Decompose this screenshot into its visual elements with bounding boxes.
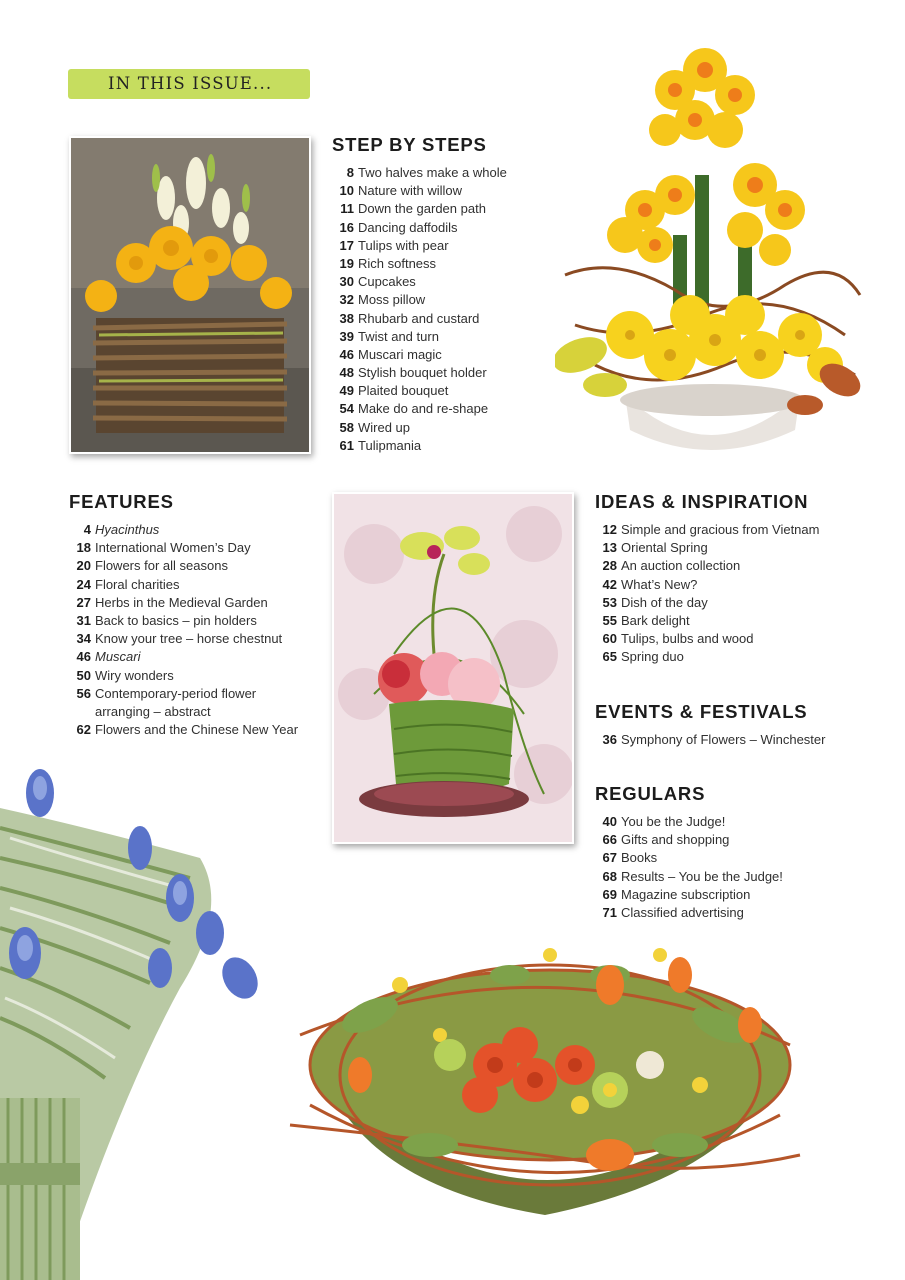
page-number: 19 — [339, 255, 354, 271]
page-number: 30 — [339, 274, 354, 290]
list-item[interactable] — [69, 521, 314, 539]
article-title: Two halves make a whole — [358, 165, 507, 180]
list-item[interactable] — [69, 648, 314, 666]
article-title: Back to basics – pin holders — [95, 612, 257, 628]
article-title: Spring duo — [621, 649, 684, 665]
features-list — [69, 521, 314, 739]
article-title: Rich softness — [358, 255, 437, 271]
list-item[interactable] — [595, 539, 865, 557]
page-number: 58 — [339, 419, 354, 435]
article-title: Rhubarb and custard — [358, 310, 480, 326]
article-title: Muscari — [95, 649, 141, 665]
page-number: 65 — [602, 649, 617, 665]
list-item[interactable] — [595, 594, 865, 612]
page-number: 11 — [340, 201, 354, 217]
issue-banner-text: IN THIS ISSUE... — [108, 74, 273, 93]
article-title: Stylish bouquet holder — [358, 365, 487, 381]
list-item[interactable] — [332, 382, 572, 400]
article-title: Floral charities — [95, 576, 180, 592]
photo-plaited-muscari — [0, 768, 275, 1280]
article-title: Symphony of Flowers – Winchester — [621, 732, 826, 747]
article-title: Know your tree – horse chestnut — [95, 631, 283, 647]
list-item[interactable] — [595, 849, 865, 867]
list-item[interactable] — [332, 200, 572, 218]
article-title: Nature with willow — [358, 183, 463, 199]
page-number: 60 — [602, 631, 617, 647]
list-item[interactable] — [595, 557, 865, 575]
page-number: 53 — [602, 594, 617, 610]
list-item[interactable] — [332, 364, 572, 382]
page-number: 13 — [602, 540, 617, 556]
article-title: International Women’s Day — [95, 540, 251, 556]
events-title: EVENTS & FESTIVALS — [595, 701, 808, 722]
page-number: 42 — [602, 576, 617, 592]
issue-banner — [68, 69, 310, 99]
list-item[interactable] — [332, 182, 572, 200]
article-title: An auction collection — [621, 558, 741, 574]
list-item[interactable] — [595, 831, 865, 849]
list-item[interactable] — [332, 164, 572, 182]
ideas-list — [595, 521, 865, 667]
page-number: 46 — [76, 649, 91, 665]
article-title: Cupcakes — [358, 274, 416, 290]
article-title: Hyacinthus — [95, 522, 160, 537]
article-title: Plaited bouquet — [358, 383, 449, 399]
article-title: Make do and re-shape — [358, 401, 489, 417]
article-title: You be the Judge! — [621, 814, 726, 829]
step-by-steps-title: STEP BY STEPS — [332, 134, 487, 155]
regulars-list — [595, 813, 865, 922]
article-title: Twist and turn — [358, 328, 439, 344]
article-title: Books — [621, 850, 658, 866]
page-number: 68 — [602, 868, 617, 884]
article-title: Results – You be the Judge! — [621, 868, 783, 884]
article-title: Contemporary-period flower arranging – abstract — [95, 685, 257, 719]
list-item[interactable] — [595, 648, 865, 666]
page-number: 18 — [76, 540, 91, 556]
page-number: 61 — [339, 437, 354, 453]
article-title: Tulips with pear — [358, 237, 449, 253]
list-item[interactable] — [332, 400, 572, 418]
photo-tulip-wreath-bowl — [280, 915, 810, 1255]
page-number: 17 — [339, 237, 354, 253]
article-title: Classified advertising — [621, 904, 744, 920]
article-title: Flowers and the Chinese New Year — [95, 722, 299, 738]
page-number: 56 — [76, 685, 91, 701]
page-number: 55 — [602, 612, 617, 628]
article-title: Gifts and shopping — [621, 832, 730, 848]
list-item[interactable] — [332, 346, 572, 364]
page-number: 27 — [76, 594, 91, 610]
list-item[interactable] — [595, 576, 865, 594]
list-item[interactable] — [69, 594, 314, 612]
photo-orchid-vase — [332, 492, 574, 844]
article-title: Down the garden path — [358, 201, 486, 217]
page-number: 31 — [76, 612, 91, 628]
list-item[interactable] — [332, 219, 572, 237]
article-title: Muscari magic — [358, 346, 442, 362]
page-number: 46 — [339, 346, 354, 362]
list-item[interactable] — [332, 328, 572, 346]
page-number: 12 — [602, 522, 617, 537]
step-by-steps-list — [332, 164, 572, 455]
page-number: 50 — [76, 667, 91, 683]
article-title: Wiry wonders — [95, 667, 174, 683]
list-item[interactable] — [69, 557, 314, 575]
list-item[interactable] — [332, 419, 572, 437]
list-item[interactable] — [595, 612, 865, 630]
page-number: 34 — [76, 631, 91, 647]
article-title: Simple and gracious from Vietnam — [621, 522, 820, 537]
list-item[interactable] — [595, 630, 865, 648]
list-item[interactable] — [332, 237, 572, 255]
list-item[interactable] — [595, 813, 865, 831]
page-number: 36 — [602, 732, 617, 747]
article-title: Dancing daffodils — [358, 219, 458, 235]
page-number: 39 — [339, 328, 354, 344]
list-item[interactable] — [332, 291, 572, 309]
page-number: 48 — [339, 365, 354, 381]
article-title: Herbs in the Medieval Garden — [95, 594, 268, 610]
page-number: 20 — [76, 558, 91, 574]
page-number: 40 — [602, 814, 617, 829]
page-number: 62 — [76, 722, 91, 738]
article-title: Tulips, bulbs and wood — [621, 631, 754, 647]
features-title: FEATURES — [69, 491, 174, 512]
list-item[interactable] — [595, 521, 865, 539]
list-item[interactable] — [69, 685, 314, 721]
page-number: 24 — [76, 576, 91, 592]
article-title: Bark delight — [621, 612, 690, 628]
list-item[interactable] — [595, 731, 865, 749]
article-title: Flowers for all seasons — [95, 558, 228, 574]
list-item[interactable] — [69, 667, 314, 685]
list-item[interactable] — [69, 539, 314, 557]
list-item[interactable] — [595, 868, 865, 886]
page-number: 28 — [602, 558, 617, 574]
list-item[interactable] — [332, 310, 572, 328]
list-item[interactable] — [332, 273, 572, 291]
events-list — [595, 731, 865, 749]
page-number: 66 — [602, 832, 617, 848]
page-number: 10 — [339, 183, 354, 199]
page-number: 69 — [602, 886, 617, 902]
list-item[interactable] — [332, 255, 572, 273]
article-title: Oriental Spring — [621, 540, 708, 556]
photo-daffodil-bowl — [555, 35, 870, 460]
list-item[interactable] — [595, 886, 865, 904]
article-title: Wired up — [358, 419, 411, 435]
article-title: Magazine subscription — [621, 886, 751, 902]
photo-willow-basket — [69, 136, 311, 454]
list-item[interactable] — [332, 437, 572, 455]
article-title: Tulipmania — [358, 437, 422, 453]
regulars-title: REGULARS — [595, 783, 706, 804]
list-item[interactable] — [69, 721, 314, 739]
page-number: 16 — [339, 219, 354, 235]
page-number: 54 — [339, 401, 354, 417]
page-number: 38 — [339, 310, 354, 326]
page-number: 49 — [339, 383, 354, 399]
page-number: 67 — [602, 850, 617, 866]
article-title: What’s New? — [621, 576, 698, 592]
article-title: Moss pillow — [358, 292, 426, 308]
page-number: 4 — [83, 522, 91, 537]
list-item[interactable] — [69, 612, 314, 630]
page-number: 32 — [339, 292, 354, 308]
list-item[interactable] — [69, 630, 314, 648]
list-item[interactable] — [69, 576, 314, 594]
page-number: 71 — [602, 904, 617, 920]
page-number: 8 — [346, 165, 354, 180]
article-title: Dish of the day — [621, 594, 708, 610]
ideas-title: IDEAS & INSPIRATION — [595, 491, 809, 512]
